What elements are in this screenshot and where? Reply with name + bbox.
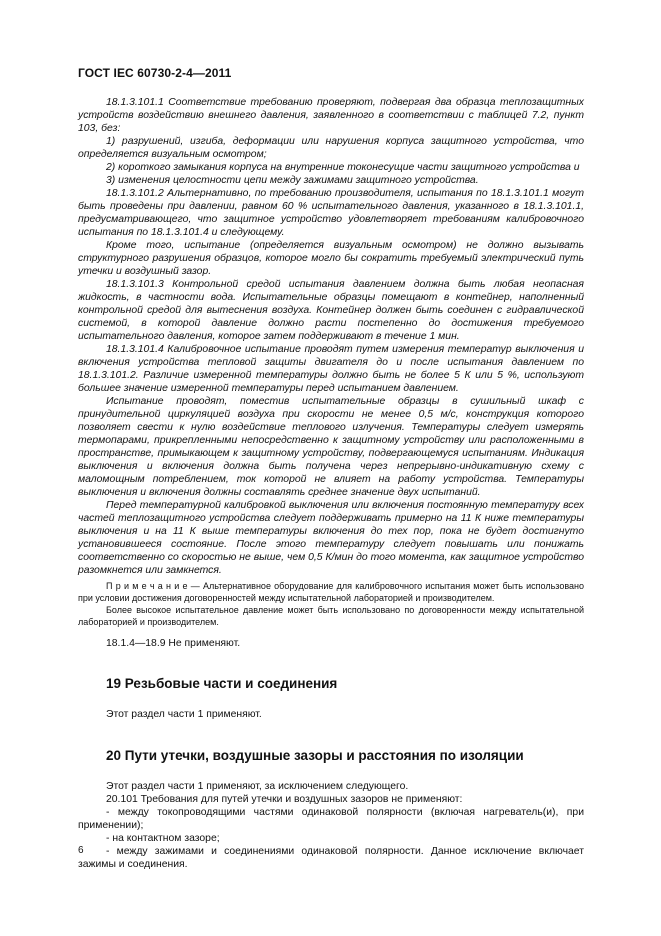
clause-18-1-3-101-3: 18.1.3.101.3 Контрольной средой испытания давлением должна быть любая неопасная жидкость, в частности вода. Испытательные образцы помещают в контейнер, наполненный контрольной средой для вытеснения воздуха. Контейнер должен быть соединен с гидравлической системой, в которой давление должно расти постепенно до достижения требуемого испытательного давления, которое затем поддерживают в течение 1 мин. (78, 279, 584, 342)
note-text: — Альтернативное оборудование для калибровочного испытания может быть использовано при условии достижения договоренностей между испытательной лабораторией и производителем. (78, 581, 584, 603)
document-body (78, 96, 584, 871)
paragraph-structural-damage: Кроме того, испытание (определяется визуальным осмотром) не должно вызывать структурного разрушения образцов, которое могло бы сократить требуемый электрический путь утечки и воздушный зазор. (78, 240, 584, 277)
document-header: ГОСТ IEC 60730-2-4—2011 (78, 66, 232, 80)
list-item-1: 1) разрушений, изгиба, деформации или нарушения корпуса защитного устройства, что определяется визуальным осмотром; (78, 136, 584, 160)
section-19-title: 19 Резьбовые части и соединения (106, 676, 338, 691)
exclusion-item-2: - на контактном зазоре; (106, 833, 220, 844)
section-20-intro: Этот раздел части 1 применяют, за исключением следующего. (106, 781, 409, 792)
clause-18-1-3-101-1: 18.1.3.101.1 Соответствие требованию проверяют, подвергая два образца теплозащитных устройств воздействию внешнего давления, заявленного в соответствии с таблицей 7.2, пункт 103, без: (78, 97, 584, 134)
exclusion-item-1: - между токопроводящими частями одинаковой полярности (включая нагреватель(и), при применении); (78, 807, 584, 831)
list-item-3: 3) изменения целостности цепи между зажимами защитного устройства. (106, 175, 479, 186)
section-19-text: Этот раздел части 1 применяют. (106, 709, 262, 720)
clause-20-101: 20.101 Требования для путей утечки и воздушных зазоров не применяют: (106, 794, 463, 805)
note-text-2: Более высокое испытательное давление может быть использовано по договоренности между испытательной лабораторией и производителем. (78, 605, 584, 627)
exclusion-item-3: - между зажимами и соединениями одинаковой полярности. Данное исключение включает зажимы и соединения. (78, 846, 584, 870)
list-item-2: 2) короткого замыкания корпуса на внутренние токонесущие части защитного устройства и (106, 162, 580, 173)
paragraph-calibration: Перед температурной калибровкой выключения или включения постоянную температуру всех частей теплозащитного устройства следует поддерживать примерно на 11 К ниже температуры выключения и на 11 К выше температуры включения до тех пор, пока не будет достигнуто установившееся состояние. После этого температуру следует повышать или понижать соответственно со скоростью не выше, чем 0,5 К/мин до того момента, как защитное устройство разомкнется или замкнется. (78, 500, 584, 576)
clause-18-1-3-101-2: 18.1.3.101.2 Альтернативно, по требованию производителя, испытания по 18.1.3.101.1 могут быть проведены при давлении, равном 60 % испытательного давления, указанного в 18.1.3.101.1, предусматривающего, что защитное устройство удовлетворяет требованиям калибровочного испытания по 18.1.3.101.4 и следующему. (78, 188, 584, 238)
clause-18-1-3-101-4: 18.1.3.101.4 Калибровочное испытание проводят путем измерения температур выключения и включения устройства тепловой защиты двигателя до и после испытания давлением по 18.1.3.101.2. Различие измеренной температуры должно быть не более 5 К или 5 %, используют большее значение измеренной температуры перед испытанием давлением. (78, 344, 584, 394)
note (78, 580, 584, 604)
paragraph-test-procedure: Испытание проводят, поместив испытательные образцы в сушильный шкаф с принудительной циркуляцией воздуха при скорости не менее 0,5 м/с, конструкция которого позволяет свести к нулю воздействие теплового излучения. Температуры следует измерять термопарами, прикрепленными непосредственно к защитному устройству или расположенными в пространстве, примыкающем к защитному устройству, подвергающемуся испытаниям. Индикация выключения и включения должна быть получена через непрерывно-индикативную схему с маломощным потреблением, ток которой не влияет на работу устройства. Температуры выключения и включения должны составлять среднее значение двух испытаний. (78, 396, 584, 498)
section-20-title: 20 Пути утечки, воздушные зазоры и расстояния по изоляции (106, 748, 524, 763)
page-number: 6 (78, 845, 84, 856)
clause-18-1-4: 18.1.4—18.9 Не применяют. (106, 638, 241, 649)
note-label: П р и м е ч а н и е (106, 581, 188, 591)
